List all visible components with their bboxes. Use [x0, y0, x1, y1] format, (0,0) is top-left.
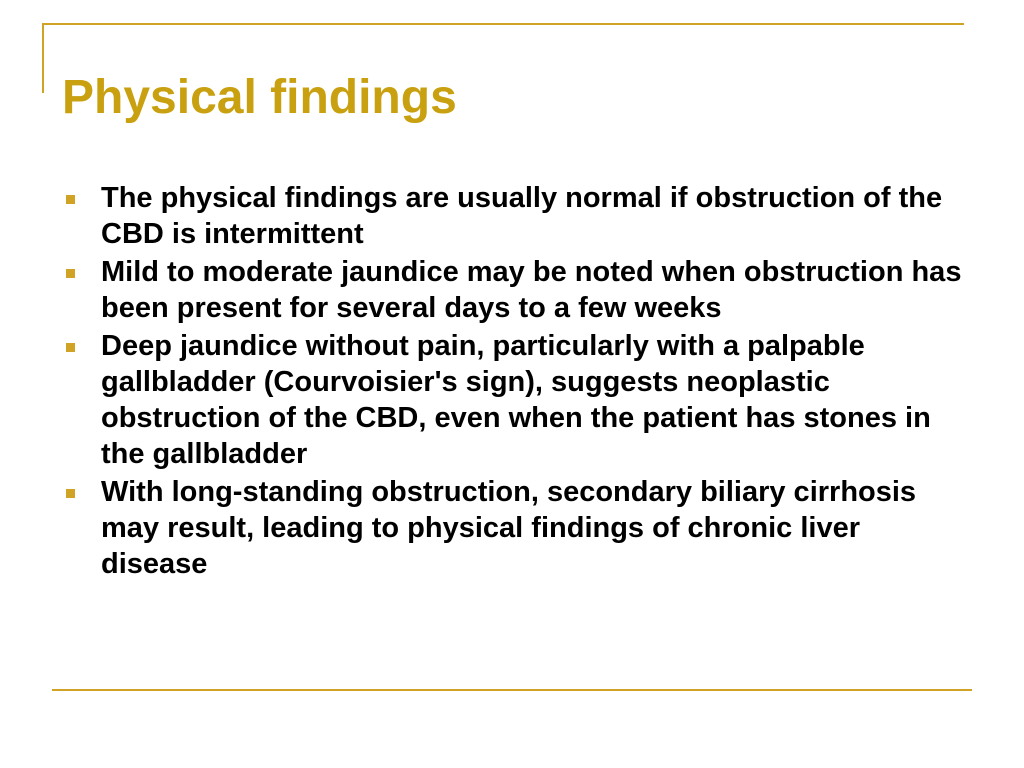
square-bullet-icon	[66, 195, 75, 204]
frame-top-rule	[42, 23, 964, 25]
bullet-text: Mild to moderate jaundice may be noted when obstruction has been present for several days to a few weeks	[101, 256, 962, 324]
slide-title: Physical findings	[62, 71, 457, 124]
square-bullet-icon	[66, 269, 75, 278]
bullet-item	[62, 180, 972, 252]
square-bullet-icon	[66, 343, 75, 352]
frame-bottom-rule	[52, 689, 972, 691]
bullet-list	[62, 180, 972, 584]
bullet-text: Deep jaundice without pain, particularly with a palpable gallbladder (Courvoisier's sign), suggests neoplastic obstruction of the CBD, even when the patient has stones in the gallbladder	[101, 330, 931, 470]
bullet-item	[62, 474, 972, 582]
bullet-item	[62, 328, 972, 472]
bullet-text: With long-standing obstruction, secondary biliary cirrhosis may result, leading to physical findings of chronic liver disease	[101, 476, 917, 580]
frame-left-rule	[42, 23, 44, 93]
square-bullet-icon	[66, 489, 75, 498]
bullet-item	[62, 254, 972, 326]
bullet-text: The physical findings are usually normal if obstruction of the CBD is intermittent	[101, 182, 943, 250]
